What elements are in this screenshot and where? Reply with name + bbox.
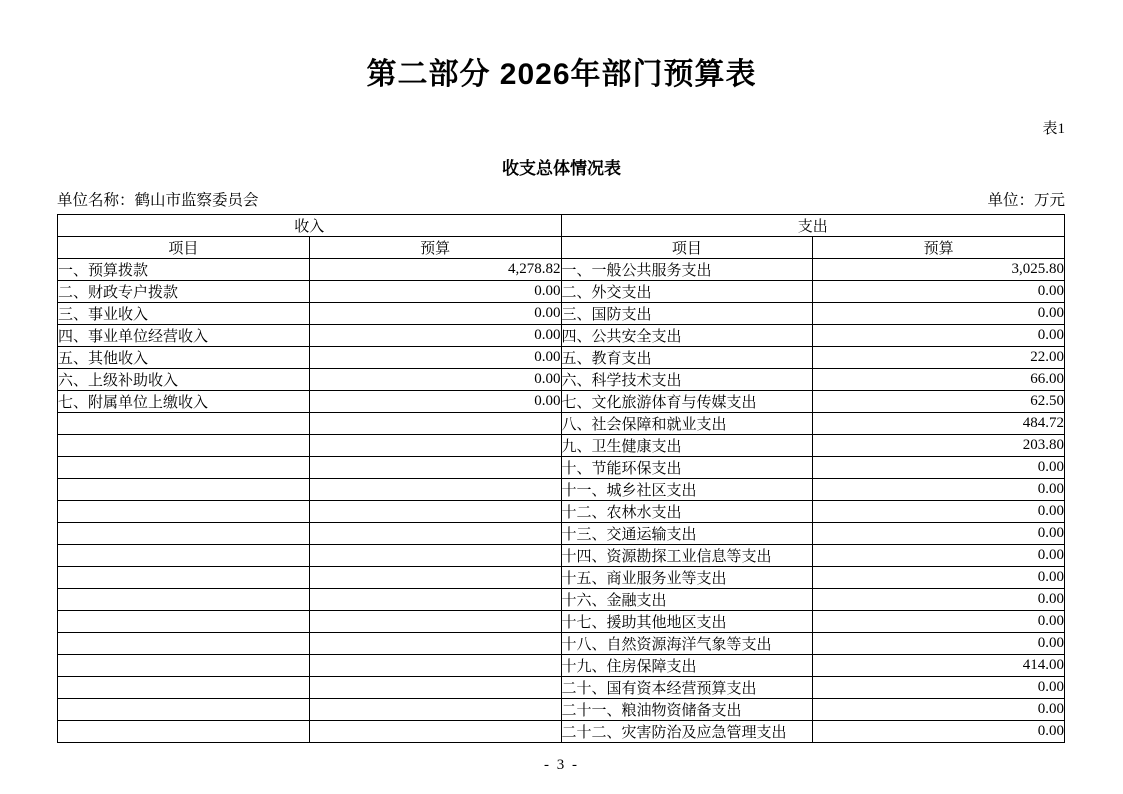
expense-budget-cell: 66.00 (813, 369, 1065, 391)
income-item-cell-empty (58, 545, 310, 567)
currency-unit-label: 单位：万元 (987, 192, 1065, 209)
income-budget-cell: 0.00 (309, 391, 561, 413)
expense-budget-cell: 0.00 (813, 479, 1065, 501)
expense-item-cell: 二、外交支出 (561, 281, 813, 303)
expense-budget-column-header: 预算 (813, 237, 1065, 259)
income-budget-cell-empty (309, 589, 561, 611)
table-row (58, 391, 1065, 413)
expense-item-cell: 九、卫生健康支出 (561, 435, 813, 457)
expense-section-header: 支出 (561, 215, 1065, 237)
income-item-column-header: 项目 (58, 237, 310, 259)
table-row (58, 435, 1065, 457)
income-item-cell-empty (58, 589, 310, 611)
table-meta-row (57, 188, 1065, 210)
page-title: 第二部分 2026年部门预算表 (366, 58, 757, 91)
expense-item-cell: 十五、商业服务业等支出 (561, 567, 813, 589)
income-item-cell-empty (58, 721, 310, 743)
expense-item-cell: 十六、金融支出 (561, 589, 813, 611)
income-item-cell-empty (58, 479, 310, 501)
expense-budget-cell: 0.00 (813, 325, 1065, 347)
income-budget-cell: 0.00 (309, 303, 561, 325)
income-item-cell-empty (58, 523, 310, 545)
table-row (58, 567, 1065, 589)
table-row (58, 347, 1065, 369)
income-budget-column-header: 预算 (309, 237, 561, 259)
expense-item-cell: 四、公共安全支出 (561, 325, 813, 347)
table-row (58, 677, 1065, 699)
expense-budget-cell: 0.00 (813, 281, 1065, 303)
income-item-cell-empty (58, 677, 310, 699)
expense-item-column-header: 项目 (561, 237, 813, 259)
expense-budget-cell: 0.00 (813, 677, 1065, 699)
table-row (58, 325, 1065, 347)
expense-budget-cell: 0.00 (813, 721, 1065, 743)
expense-budget-cell: 3,025.80 (813, 259, 1065, 281)
income-budget-cell-empty (309, 633, 561, 655)
income-item-cell-empty (58, 435, 310, 457)
expense-item-cell: 三、国防支出 (561, 303, 813, 325)
income-budget-cell-empty (309, 655, 561, 677)
expense-budget-cell: 0.00 (813, 611, 1065, 633)
income-item-cell-empty (58, 567, 310, 589)
income-item-cell: 六、上级补助收入 (58, 369, 310, 391)
income-budget-cell-empty (309, 699, 561, 721)
income-item-cell: 五、其他收入 (58, 347, 310, 369)
table-row (58, 523, 1065, 545)
expense-item-cell: 十三、交通运输支出 (561, 523, 813, 545)
expense-item-cell: 八、社会保障和就业支出 (561, 413, 813, 435)
expense-budget-cell: 0.00 (813, 589, 1065, 611)
income-item-cell: 三、事业收入 (58, 303, 310, 325)
expense-item-cell: 十七、援助其他地区支出 (561, 611, 813, 633)
expense-budget-cell: 414.00 (813, 655, 1065, 677)
table-row (58, 479, 1065, 501)
table-row (58, 721, 1065, 743)
budget-table (57, 214, 1065, 743)
income-item-cell-empty (58, 633, 310, 655)
expense-item-cell: 七、文化旅游体育与传媒支出 (561, 391, 813, 413)
expense-budget-cell: 0.00 (813, 633, 1065, 655)
expense-budget-cell: 0.00 (813, 501, 1065, 523)
income-item-cell-empty (58, 655, 310, 677)
income-section-header: 收入 (58, 215, 562, 237)
budget-table-header (58, 215, 1065, 259)
table-row (58, 633, 1065, 655)
column-header-row (58, 237, 1065, 259)
income-budget-cell-empty (309, 567, 561, 589)
expense-item-cell: 十八、自然资源海洋气象等支出 (561, 633, 813, 655)
income-budget-cell-empty (309, 413, 561, 435)
income-item-cell-empty (58, 457, 310, 479)
table-subtitle: 收支总体情况表 (502, 159, 621, 178)
expense-item-cell: 二十一、粮油物资储备支出 (561, 699, 813, 721)
expense-item-cell: 五、教育支出 (561, 347, 813, 369)
income-budget-cell: 0.00 (309, 325, 561, 347)
income-budget-cell-empty (309, 479, 561, 501)
expense-item-cell: 一、一般公共服务支出 (561, 259, 813, 281)
expense-budget-cell: 0.00 (813, 567, 1065, 589)
table-row (58, 413, 1065, 435)
table-row (58, 699, 1065, 721)
table-row (58, 457, 1065, 479)
table-row (58, 303, 1065, 325)
income-budget-cell-empty (309, 501, 561, 523)
expense-budget-cell: 0.00 (813, 699, 1065, 721)
expense-budget-cell: 0.00 (813, 457, 1065, 479)
income-item-cell-empty (58, 611, 310, 633)
budget-table-body (58, 259, 1065, 743)
expense-budget-cell: 0.00 (813, 303, 1065, 325)
income-item-cell: 四、事业单位经营收入 (58, 325, 310, 347)
table-row (58, 611, 1065, 633)
table-row (58, 655, 1065, 677)
income-budget-cell-empty (309, 457, 561, 479)
expense-item-cell: 十、节能环保支出 (561, 457, 813, 479)
table-row (58, 259, 1065, 281)
expense-item-cell: 十一、城乡社区支出 (561, 479, 813, 501)
income-item-cell-empty (58, 699, 310, 721)
section-header-row (58, 215, 1065, 237)
income-budget-cell-empty (309, 677, 561, 699)
expense-item-cell: 六、科学技术支出 (561, 369, 813, 391)
income-budget-cell: 0.00 (309, 347, 561, 369)
expense-budget-cell: 22.00 (813, 347, 1065, 369)
income-budget-cell-empty (309, 545, 561, 567)
expense-item-cell: 十九、住房保障支出 (561, 655, 813, 677)
expense-budget-cell: 62.50 (813, 391, 1065, 413)
expense-item-cell: 十四、资源勘探工业信息等支出 (561, 545, 813, 567)
income-budget-cell-empty (309, 611, 561, 633)
expense-item-cell: 十二、农林水支出 (561, 501, 813, 523)
income-budget-cell: 4,278.82 (309, 259, 561, 281)
income-budget-cell-empty (309, 435, 561, 457)
expense-budget-cell: 0.00 (813, 545, 1065, 567)
table-row (58, 501, 1065, 523)
expense-budget-cell: 484.72 (813, 413, 1065, 435)
income-item-cell: 一、预算拨款 (58, 259, 310, 281)
income-item-cell: 七、附属单位上缴收入 (58, 391, 310, 413)
income-budget-cell: 0.00 (309, 281, 561, 303)
expense-budget-cell: 203.80 (813, 435, 1065, 457)
income-item-cell-empty (58, 413, 310, 435)
table-row (58, 545, 1065, 567)
income-item-cell-empty (58, 501, 310, 523)
page-number: - 3 - (544, 757, 579, 773)
unit-name-label: 单位名称：鹤山市监察委员会 (57, 192, 259, 209)
table-number-label: 表1 (1042, 121, 1065, 137)
income-budget-cell-empty (309, 721, 561, 743)
expense-item-cell: 二十、国有资本经营预算支出 (561, 677, 813, 699)
income-budget-cell-empty (309, 523, 561, 545)
table-row (58, 589, 1065, 611)
table-row (58, 281, 1065, 303)
income-item-cell: 二、财政专户拨款 (58, 281, 310, 303)
income-budget-cell: 0.00 (309, 369, 561, 391)
expense-item-cell: 二十二、灾害防治及应急管理支出 (561, 721, 813, 743)
expense-budget-cell: 0.00 (813, 523, 1065, 545)
table-row (58, 369, 1065, 391)
